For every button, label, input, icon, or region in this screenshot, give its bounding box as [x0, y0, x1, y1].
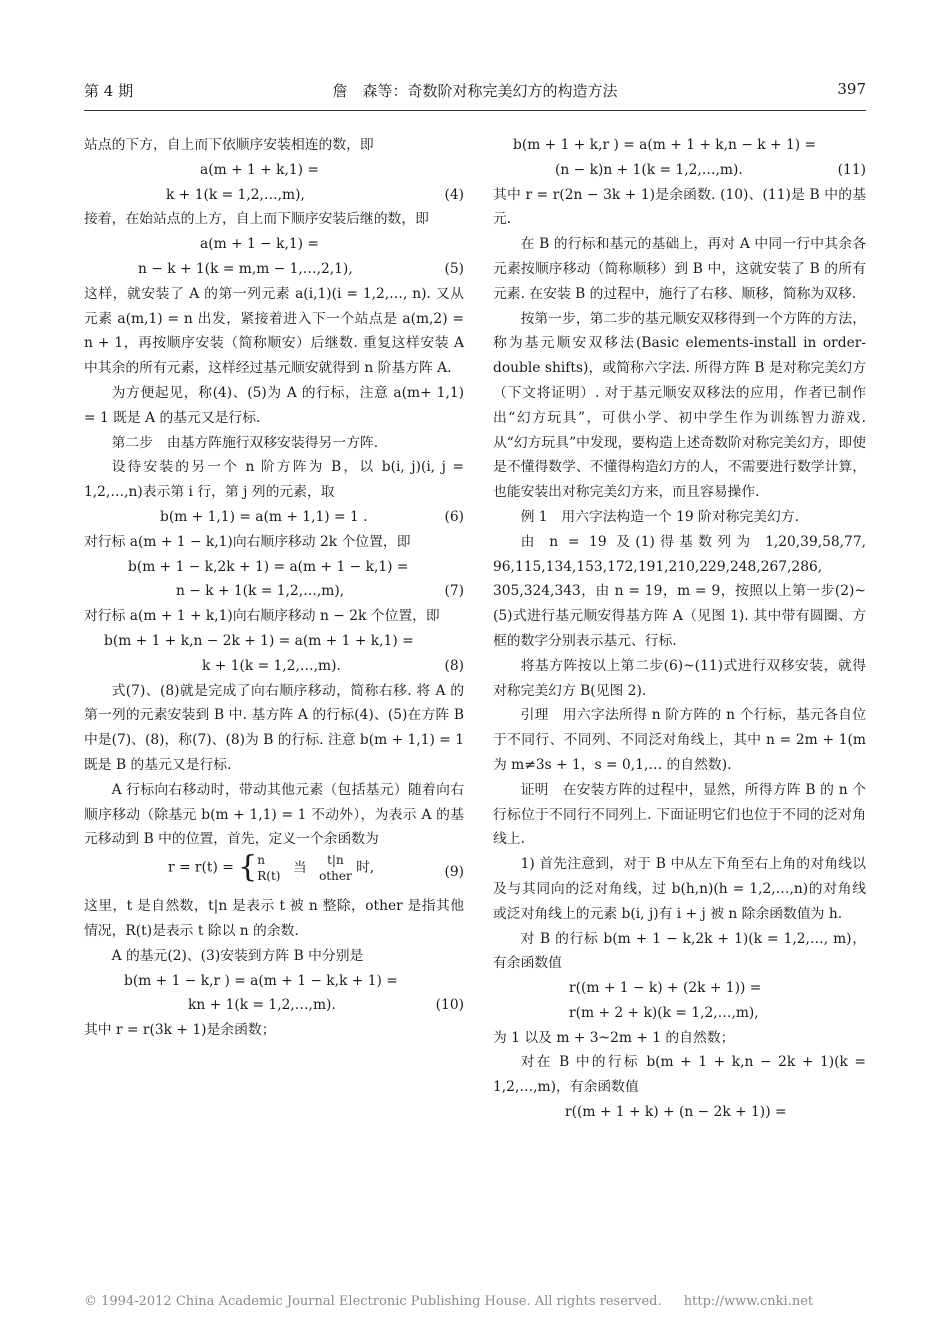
page-number: 397 — [837, 80, 866, 98]
equation-number: (7) — [444, 583, 464, 600]
paragraph: 这样，就安装了 A 的第一列元素 a(i,1)(i = 1,2,…, n). 又从元素 a(m,1) = n 出发，紧接着进入下一个站点是 a(m,2) = n + 1，再按顺序安装（简称顺安）后继数. 重复这样安装 A 中其余的所有元素，这样经过基元顺安就得到 n 阶基方阵 A. — [84, 285, 464, 377]
equation-line — [84, 257, 464, 282]
equation-line — [493, 1001, 866, 1026]
paragraph: 引理 用六字法所得 n 阶方阵的 n 个行标，基元各自位于不同行、不同列、不同泛对角线上，其中 n = 2m + 1(m 为 m≠3s + 1，s = 0,1,… 的自然数). — [493, 707, 866, 773]
paragraph: 例 1 用六字法构造一个 19 阶对称完美幻方. — [520, 508, 800, 525]
equation-lhs: r = r(t) = — [168, 859, 239, 876]
equation-text: kn + 1(k = 1,2,…,m). — [188, 997, 336, 1014]
paragraph: 式(7)、(8)就是完成了向右顺序移动，简称右移. 将 A 的第一列的元素安装到 B 中. 基方阵 A 的行标(4)、(5)在方阵 B 中是(7)、(8)，称(7)、(8)为 B 的行标. 注意 b(m + 1,1) = 1 既是 B 的基元又是行标. — [84, 682, 464, 773]
brace: { — [238, 849, 258, 885]
equation-text: r(m + 2 + k)(k = 1,2,…,m), — [569, 1004, 759, 1021]
paragraph: 在 B 的行标和基元的基础上，再对 A 中同一行中其余各元素按顺序移动（简称顺移）到 B 中，这就安装了 B 的所有元素. 在安装 B 的过程中，施行了右移、顺移，简称为双移. — [493, 236, 866, 302]
issue-number: 第 4 期 — [84, 82, 134, 100]
equation-line — [84, 969, 464, 994]
paragraph: 由 n = 19 及(1)得基数列为 1,20,39,58,77, 96,115,134,153,172,191,210,229,248,267,286, 305,324,343，由 n = 19，m = 9，按照以上第一步(2)~(5)式进行基元顺安得基方阵 A（见图 1). 其中带有圆圈、方框的数字分别表示基元、行标. — [493, 533, 866, 649]
cnki-link[interactable]: http://www.cnki.net — [683, 1294, 814, 1309]
paragraph: 接着，在始站点的上方，自上而下顺序安装后继的数，即 — [84, 211, 429, 228]
equation-text: a(m + 1 + k,1) = — [200, 161, 319, 178]
paragraph: 设待安装的另一个 n 阶方阵为 B，以 b(i, j)(i, j = 1,2,…,n)表示第 i 行，第 j 列的元素，取 — [84, 459, 464, 501]
paragraph: 这里，t 是自然数，t|n 是表示 t 被 n 整除，other 是指其他情况，R(t)是表示 t 除以 n 的余数. — [84, 898, 464, 939]
right-column — [493, 133, 866, 1125]
value-2: R(t) — [257, 869, 281, 884]
equation-number: (5) — [444, 260, 464, 277]
equation-number: (10) — [435, 997, 464, 1014]
paragraph: A 行标向右移动时，带动其他元素（包括基元）随着向右顺序移动（除基元 b(m + 1,1) = 1 不动外），为表示 A 的基元移动到 B 中的位置，首先，定义一个余函数为 — [84, 781, 464, 848]
piecewise-conditions — [319, 852, 352, 884]
equation-number: (11) — [837, 161, 866, 178]
equation-line — [84, 629, 464, 654]
equation-text: b(m + 1,1) = a(m + 1,1) = 1 . — [160, 508, 368, 525]
equation-line — [493, 158, 866, 183]
when-word: 当 — [288, 859, 312, 876]
equation-number: (6) — [444, 508, 464, 525]
paragraph: A 的基元(2)、(3)安装到方阵 B 中分别是 — [111, 947, 364, 964]
paragraph: 对行标 a(m + 1 + k,1)向右顺序移动 n − 2k 个位置，即 — [84, 608, 440, 625]
paragraph: 其中 r = r(2n − 3k + 1)是余函数. (10)、(11)是 B 中的基元. — [493, 186, 866, 228]
equation-text: b(m + 1 + k,r ) = a(m + 1 + k,n − k + 1) = — [513, 137, 817, 153]
equation-text: b(m + 1 + k,n − 2k + 1) = a(m + 1 + k,1) = — [104, 632, 414, 649]
paragraph: 对 B 的行标 b(m + 1 − k,2k + 1)(k = 1,2,…, m)，有余函数值 — [493, 930, 866, 972]
equation-line — [84, 232, 464, 257]
equation-text: (n − k)n + 1(k = 1,2,…,m). — [555, 161, 743, 178]
left-column — [84, 133, 464, 1043]
equation-line — [493, 976, 866, 1001]
equation-number: (8) — [444, 657, 464, 674]
equation-line — [84, 158, 464, 183]
equation-text: k + 1(k = 1,2,…,m). — [202, 657, 341, 674]
running-header — [84, 80, 866, 108]
value-1: n — [257, 853, 265, 868]
paragraph: 对行标 a(m + 1 − k,1)向右顺序移动 2k 个位置，即 — [84, 533, 411, 550]
equation-text: r((m + 1 − k) + (2k + 1)) = — [569, 980, 762, 997]
equation-line — [493, 133, 866, 158]
equation-text: r((m + 1 + k) + (n − 2k + 1)) = — [565, 1104, 787, 1121]
equation-text: n − k + 1(k = m,m − 1,…,2,1), — [138, 260, 353, 277]
paragraph: 按第一步，第二步的基元顺安双移得到一个方阵的方法，称为基元顺安双移法(Basic elements-install in order-double shifts)，或简称六字法. 所得方阵 B 是对称完美幻方（下文将证明）. 对于基元顺安双移法的应用，作者已制作出“幻方玩具”，可供小学、初中学生作为训练智力游戏. 从“幻方玩具”中发现，要构造上述奇数阶对称完美幻方，即使是不懂得数学、不懂得构造幻方的人，不需要进行数学计算，也能安装出对称完美幻方来，而且容易操作. — [493, 310, 866, 501]
condition-2: other — [319, 869, 352, 884]
paragraph: 将基方阵按以上第二步(6)~(11)式进行双移安装，就得对称完美幻方 B(见图 2). — [493, 657, 866, 699]
paragraph: 站点的下方，自上而下依顺序安装相连的数，即 — [84, 137, 374, 153]
paragraph: 为 1 以及 m + 3~2m + 1 的自然数； — [493, 1029, 735, 1046]
equation-number: (9) — [444, 864, 464, 881]
running-title: 詹 森等：奇数阶对称完美幻方的构造方法 — [332, 82, 618, 100]
paragraph: 为方便起见，称(4)、(5)为 A 的行标，注意 a(m+ 1,1) = 1 既是 A 的基元又是行标. — [84, 384, 464, 426]
equation-line — [493, 1100, 866, 1125]
copyright-text: © 1994-2012 China Academic Journal Electronic Publishing House. All rights reserved. — [84, 1294, 662, 1309]
equation-line — [84, 505, 464, 530]
paragraph: 对在 B 中的行标 b(m + 1 + k,n − 2k + 1)(k = 1,2,…,m)，有余函数值 — [493, 1054, 866, 1096]
piecewise-equation — [84, 849, 464, 894]
equation-line — [84, 579, 464, 604]
equation-tail: 时, — [351, 859, 375, 876]
paragraph: 第二步 由基方阵施行双移安装得另一方阵. — [111, 434, 379, 451]
equation-line — [84, 993, 464, 1018]
equation-text: a(m + 1 − k,1) = — [200, 236, 319, 253]
condition-1: t|n — [327, 853, 344, 868]
equation-line — [84, 183, 464, 208]
equation-text: b(m + 1 − k,r ) = a(m + 1 − k,k + 1) = — [124, 972, 398, 989]
piecewise-values — [257, 852, 280, 884]
equation-text: n − k + 1(k = 1,2,…,m), — [176, 583, 345, 600]
header-rule — [84, 110, 866, 111]
copyright-footer — [84, 1294, 864, 1309]
equation-line — [84, 654, 464, 679]
equation-number: (4) — [444, 186, 464, 203]
equation-text: k + 1(k = 1,2,…,m), — [166, 186, 305, 203]
equation-text: b(m + 1 − k,2k + 1) = a(m + 1 − k,1) = — [128, 558, 409, 575]
paragraph: 其中 r = r(3k + 1)是余函数； — [84, 1022, 276, 1039]
equation-line — [84, 555, 464, 580]
paragraph: 证明 在安装方阵的过程中，显然，所得方阵 B 的 n 个行标位于不同行不同列上. 下面证明它们也位于不同的泛对角线上. — [493, 781, 866, 848]
paragraph: 1) 首先注意到，对于 B 中从左下角至右上角的对角线以及与其同向的泛对角线，过 b(h,n)(h = 1,2,…,n)的对角线或泛对角线上的元素 b(i, j)有 i + j 被 n 除余函数值为 h. — [493, 856, 866, 922]
